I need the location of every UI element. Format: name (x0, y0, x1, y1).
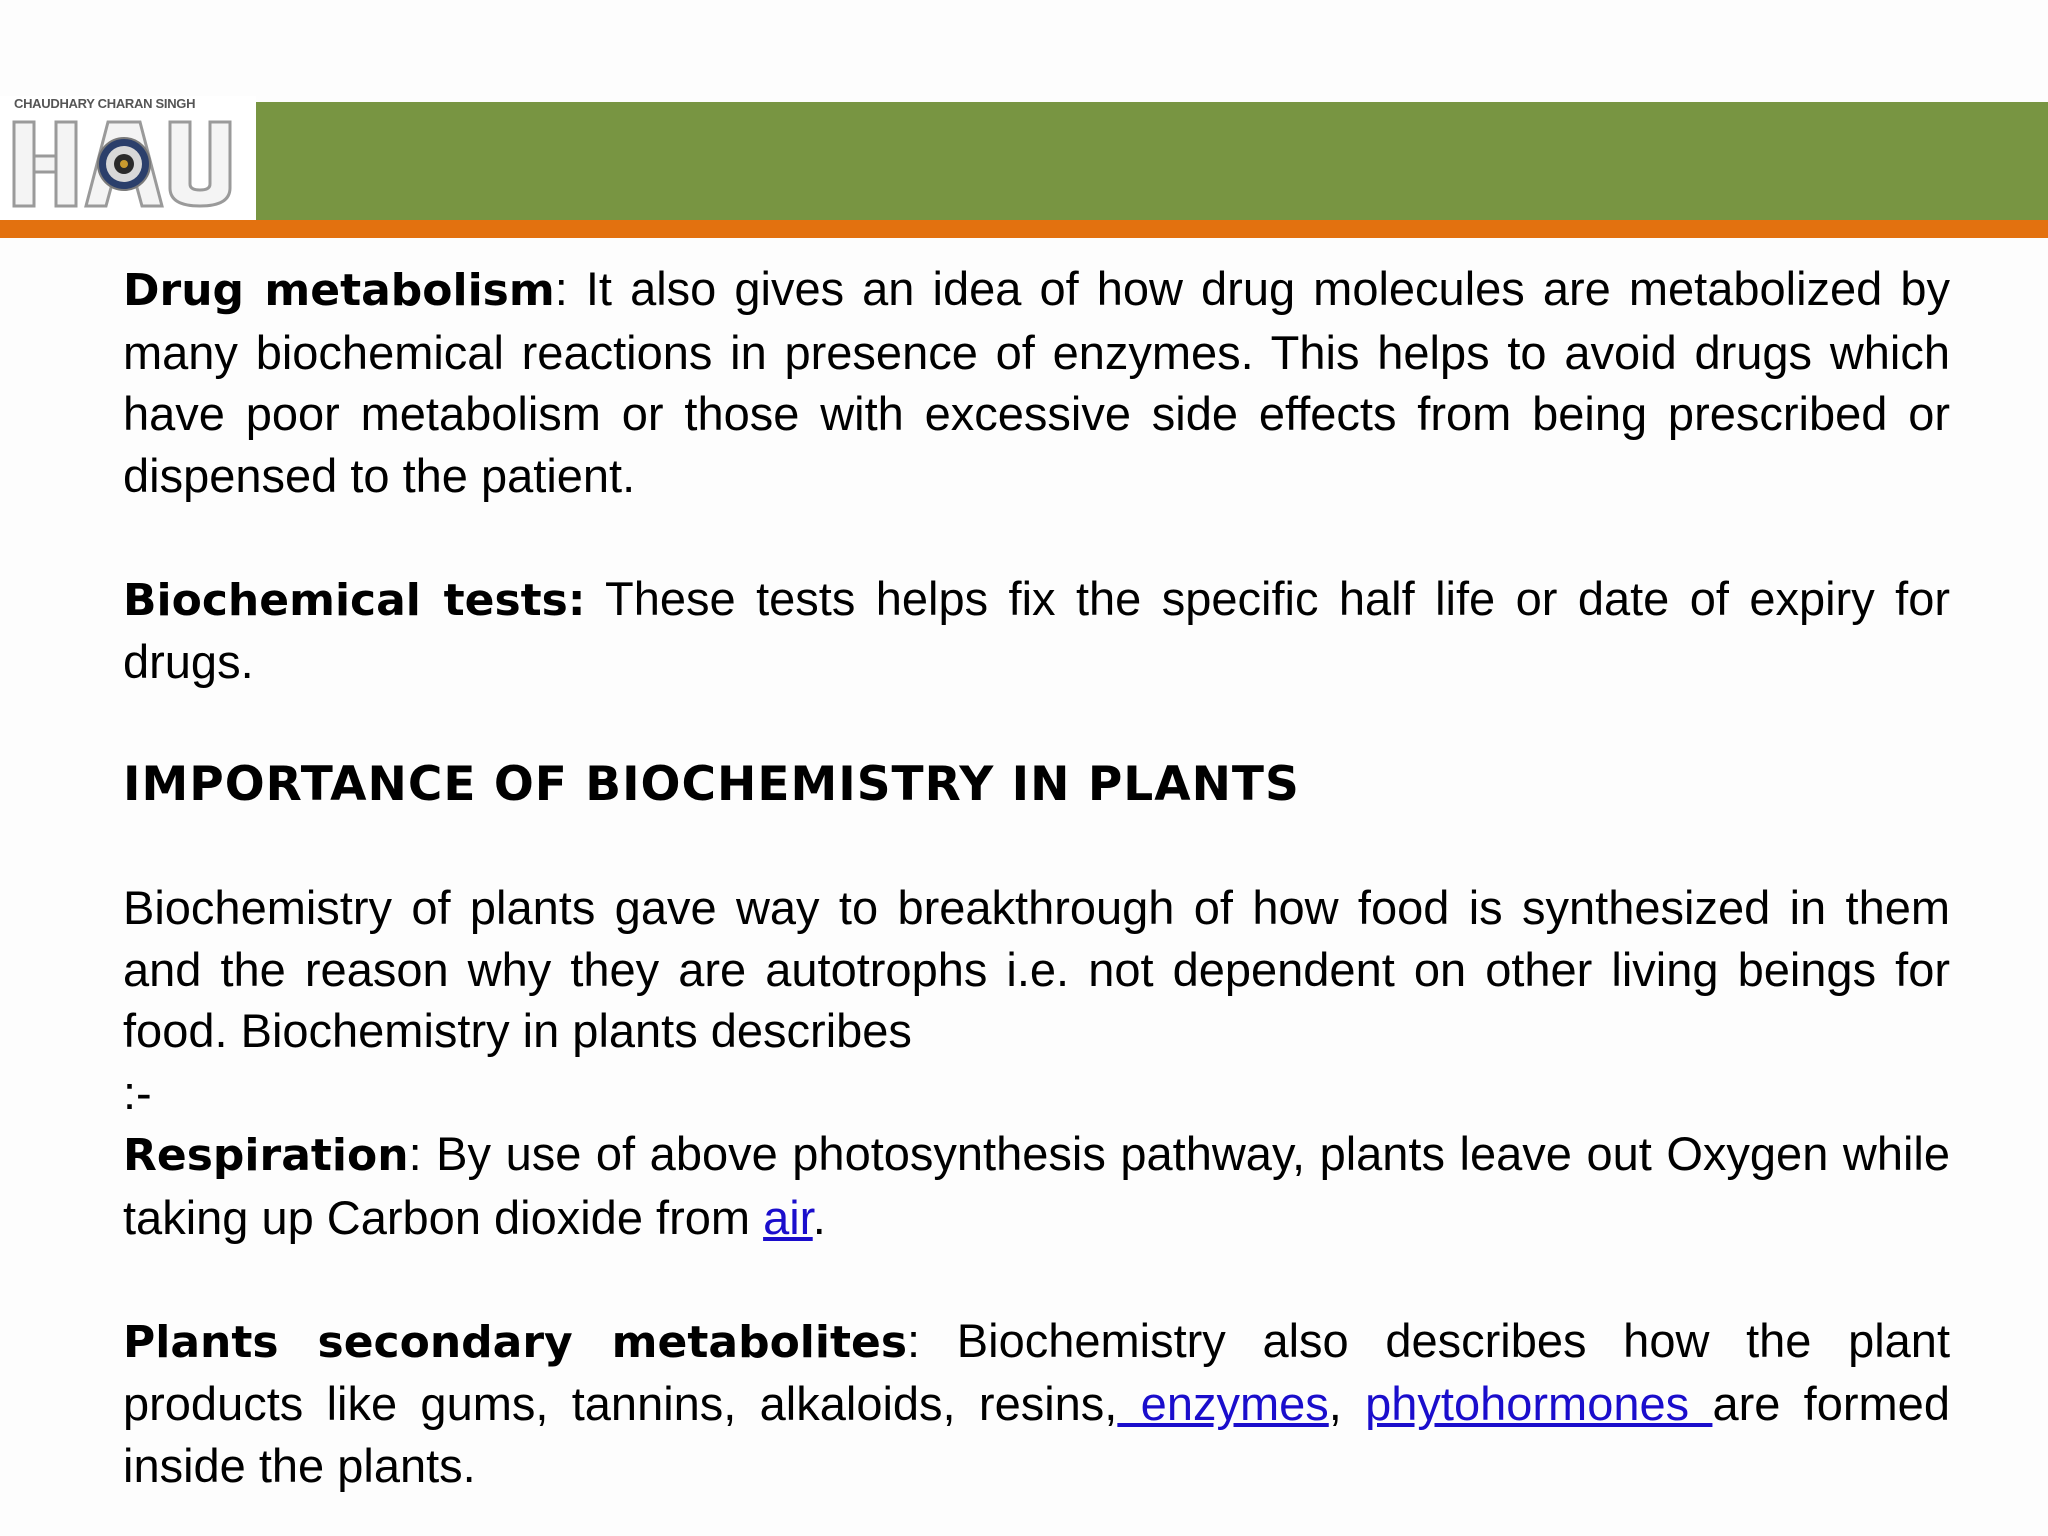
enzymes-link[interactable]: enzymes (1117, 1377, 1329, 1430)
plants-intro-suffix: :- (123, 1065, 152, 1119)
biochemical-tests-paragraph (123, 568, 1950, 693)
drug-metabolism-text: : It also gives an idea of how drug molecules are metabolized by many biochemical reactions in presence of enzymes. This helps to avoid drugs which have poor metabolism or those with excessive side effects from being prescribed or dispensed to the patient. (123, 262, 1951, 502)
secondary-metabolites-sep: , (1328, 1377, 1366, 1430)
section-heading: IMPORTANCE OF BIOCHEMISTRY IN PLANTS (123, 757, 1300, 812)
respiration-paragraph (123, 1123, 1950, 1248)
plants-intro-paragraph (123, 877, 1950, 1062)
slide-content (123, 258, 1950, 1496)
respiration-text: : By use of above photosynthesis pathway, plants leave out Oxygen while taking up Carbon dioxide from (123, 1127, 1950, 1244)
plants-intro-text: Biochemistry of plants gave way to breakthrough of how food is synthesized in them and the reason why they are autotrophs i.e. not dependent on other living beings for food. Biochemistry in plants describes (123, 881, 1950, 1057)
biochemical-tests-label: Biochemical tests: (123, 574, 586, 626)
drug-metabolism-paragraph (123, 258, 1950, 506)
drug-metabolism-label: Drug metabolism (123, 265, 555, 316)
logo-seal (98, 138, 150, 190)
phytohormones-link[interactable]: phytohormones (1365, 1377, 1713, 1430)
biochemical-tests-text: These tests helps fix the specific half life or date of expiry for drugs. (123, 571, 1950, 688)
header-bar-orange (0, 220, 2048, 238)
secondary-metabolites-paragraph (123, 1310, 1950, 1497)
secondary-metabolites-end: are formed inside the plants. (123, 1377, 1950, 1492)
logo-top-text: CHAUDHARY CHARAN SINGH (14, 96, 196, 111)
secondary-metabolites-text: : Biochemistry also describes how the plant products like gums, tannins, alkaloids, resins, (123, 1313, 1950, 1430)
secondary-metabolites-label: Plants secondary metabolites (123, 1316, 908, 1368)
air-link[interactable]: air (763, 1190, 813, 1244)
respiration-end: . (812, 1190, 826, 1244)
university-logo (0, 96, 256, 220)
logo-hau-mark (8, 112, 248, 212)
respiration-label: Respiration (123, 1130, 409, 1181)
header-bar-green (0, 102, 2048, 220)
